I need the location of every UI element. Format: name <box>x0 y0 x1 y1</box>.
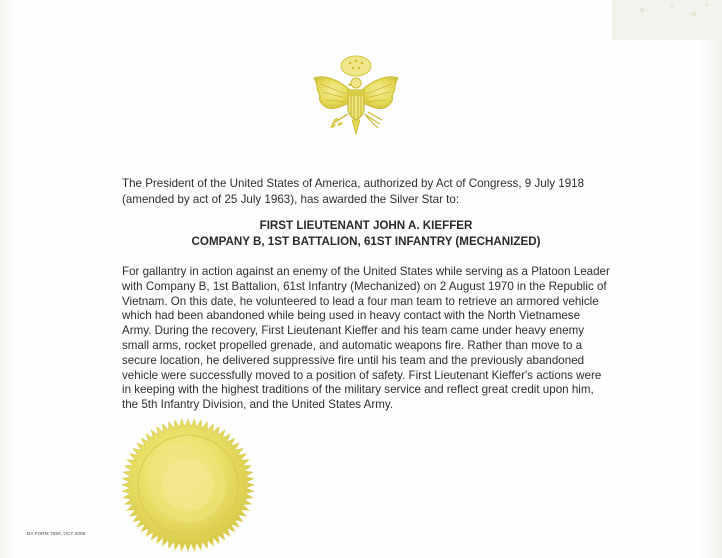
recipient-unit: COMPANY B, 1ST BATTALION, 61ST INFANTRY (MECHANIZED) <box>191 235 541 248</box>
citation-text: For gallantry in action against an enemy of the United States while serving as a Platoon Leader with Company B, 1st Battalion, 61st Infantry (Mechanized) on 2 August 1970 in the Republic of Vietnam. On this date, he volunteered to lead a four man team to retrieve an armored vehicle which had been abandoned while being used in heavy contact with the North Vietnamese Army. During the recovery, First Lieutenant Kieffer and his team came under heavy enemy small arms, rocket propelled grenade, and automatic weapons fire. Rather than move to a secure location, he delivered suppressive fire until his team and the previously abandoned vehicle were successfully moved to a position of safety. First Lieutenant Kieffer's actions were in keeping with the highest traditions of the military service and reflect great credit upon him, the 5th Infantry Division, and the United States Army. <box>122 265 610 412</box>
form-number: DA FORM 7550, OCT 2005 <box>27 531 86 536</box>
corner-artifact <box>612 0 722 40</box>
gold-foil-seal-icon <box>120 417 256 553</box>
recipient-name: FIRST LIEUTENANT JOHN A. KIEFFER <box>259 219 473 232</box>
citation-intro: The President of the United States of America, authorized by Act of Congress, 9 July 1918 (amended by act of 25 July 1963), has awarded the Silver Star to: <box>122 177 585 206</box>
recipient-block <box>122 218 610 250</box>
eagle-seal-icon <box>306 52 406 142</box>
